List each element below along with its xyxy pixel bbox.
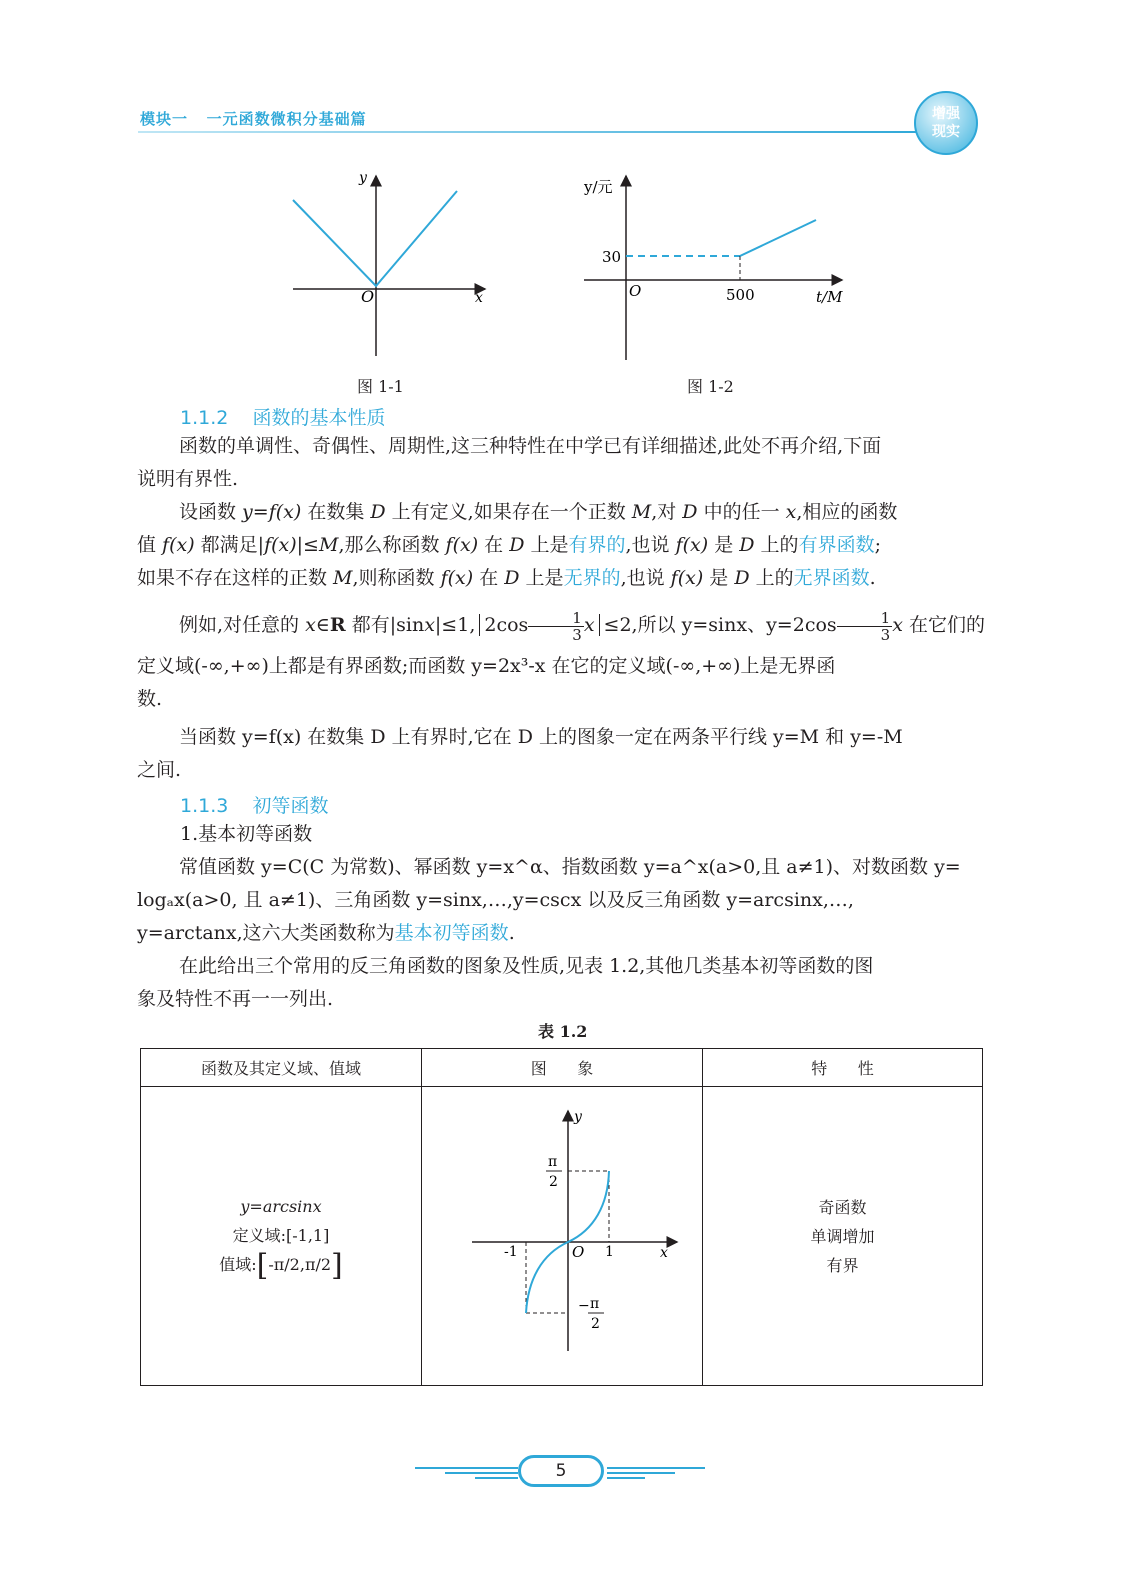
t: . [869, 567, 876, 589]
t: 都满足| [194, 534, 265, 556]
paragraph-6 [137, 950, 992, 1016]
paragraph-4 [137, 721, 992, 787]
paragraph-1 [137, 430, 992, 496]
property-increasing: 单调增加 [810, 1226, 875, 1246]
t: D [504, 567, 520, 589]
term-unbounded: 无界的 [563, 567, 621, 589]
t: x [892, 614, 903, 636]
header-rule [138, 131, 928, 133]
property-odd: 奇函数 [818, 1197, 867, 1217]
figure-1-1 [285, 170, 500, 360]
t: 上的 [749, 567, 794, 589]
figure-1-1-caption: 图 1-1 [357, 377, 404, 396]
y-tick-30: 30 [602, 248, 622, 266]
p3-line3: 数. [137, 688, 163, 710]
t: 例如,对任意的 [179, 614, 306, 636]
t: 3 [572, 625, 582, 644]
t: ,那么称函数 [338, 534, 446, 556]
t: 如果不存在这样的正数 [137, 567, 334, 589]
p6-line1: 在此给出三个常用的反三角函数的图象及性质,见表 1.2,其他几类基本初等函数的图 [179, 955, 874, 977]
two-label-top: 2 [549, 1174, 558, 1190]
section-title: 函数的基本性质 [252, 407, 386, 429]
t: 在 [478, 534, 510, 556]
section-title: 初等函数 [252, 795, 329, 817]
t: f(x) [445, 534, 479, 556]
range-low: -π/2 [268, 1255, 300, 1274]
t: x [424, 614, 435, 636]
t: 上的 [754, 534, 799, 556]
t: y=sinx、y=2cos [681, 614, 837, 636]
t: 在它们的 [902, 614, 985, 636]
t: 值域: [219, 1255, 257, 1274]
t: 是 [703, 567, 735, 589]
t: M [333, 567, 353, 589]
t: R [329, 614, 346, 636]
p1-line2: 说明有界性. [137, 468, 239, 490]
header-title: 模块一 一元函数微积分基础篇 [140, 110, 367, 128]
t: 3 [880, 625, 891, 644]
arcsin-graph [432, 1089, 692, 1379]
term-bounded-function: 有界函数 [798, 534, 875, 556]
function-domain: 定义域:[-1,1] [232, 1226, 330, 1245]
t: |≤ [296, 534, 319, 556]
p4-line1: 当函数 y=f(x) 在数集 D 上有界时,它在 D 上的图象一定在两条平行线 y=M 和 y=-M [179, 726, 903, 748]
table-1-2 [140, 1048, 983, 1386]
tick-neg1: -1 [504, 1244, 518, 1260]
header-cell: 图 象 [422, 1049, 703, 1087]
rising-segment [740, 220, 816, 256]
section-number: 1.1.2 [180, 407, 229, 429]
t: x∈ [305, 614, 330, 636]
badge-text-1: 增强 [932, 106, 960, 122]
section-number: 1.1.3 [180, 795, 229, 817]
origin-label: O [361, 287, 375, 306]
paragraph-3 [137, 600, 992, 716]
t: 是 [708, 534, 740, 556]
t: 在数集 [301, 501, 371, 523]
p2-line3 [137, 562, 992, 595]
paragraph-5 [137, 851, 992, 950]
header-cell: 函数及其定义域、值域 [141, 1049, 422, 1087]
table-row [141, 1087, 983, 1386]
t: x [785, 501, 797, 523]
paragraph-2 [137, 496, 992, 595]
t: y=arctanx,这六大类函数称为 [137, 922, 395, 944]
p6-line2: 象及特性不再一一列出. [137, 988, 334, 1010]
pi-label-bottom: π [590, 1296, 600, 1312]
t: M [631, 501, 652, 523]
t: D [682, 501, 698, 523]
t: . [508, 922, 515, 944]
y-label: y [574, 1109, 582, 1125]
t: |≤1, [434, 614, 476, 636]
graph-cell [422, 1087, 703, 1386]
t: 在 [473, 567, 505, 589]
t: ≤2,所以 [603, 614, 682, 636]
fraction-1-3 [528, 610, 584, 643]
t: f(x) [440, 567, 474, 589]
t: 上是 [524, 534, 569, 556]
abs-curve [293, 191, 457, 286]
page-number: 5 [518, 1455, 604, 1487]
table-caption: 表 1.2 [538, 1022, 588, 1041]
badge-text-2: 现实 [932, 124, 960, 140]
t: 上有定义,如果存在一个正数 [385, 501, 632, 523]
t: D [370, 501, 386, 523]
tick-1: 1 [605, 1244, 614, 1260]
x-tick-500: 500 [726, 286, 755, 304]
p3-line1 [137, 600, 992, 650]
p2-line2 [137, 529, 992, 562]
two-label-bottom: 2 [591, 1316, 600, 1332]
range-high: π/2 [304, 1255, 332, 1274]
t: f(x) [675, 534, 709, 556]
t: f(x) [264, 534, 297, 556]
properties-cell [703, 1087, 983, 1386]
neg-sign: − [578, 1298, 590, 1314]
abs-expression [479, 608, 599, 644]
table-header-row [141, 1049, 983, 1087]
p3-line2: 定义域(-∞,+∞)上都是有界函数;而函数 y=2x³-x 在它的定义域(-∞,+∞)上是无界函 [137, 655, 836, 677]
t: 1 [528, 610, 584, 627]
t: ; [874, 534, 881, 556]
t: 1 [837, 610, 893, 627]
x-label: x [475, 290, 483, 306]
p5-line1: 常值函数 y=C(C 为常数)、幂函数 y=x^α、指数函数 y=a^x(a>0,且 a≠1)、对数函数 y= [179, 856, 961, 878]
term-unbounded-function: 无界函数 [793, 567, 870, 589]
term-bounded: 有界的 [568, 534, 626, 556]
p2-line1 [137, 496, 992, 529]
p5-line3 [137, 917, 992, 950]
term-basic-elementary: 基本初等函数 [394, 922, 509, 944]
t: ,相应的函数 [796, 501, 898, 523]
origin-label: O [629, 282, 642, 300]
x-label: x [660, 1245, 668, 1261]
t: 中的任一 [697, 501, 786, 523]
t: 设函数 [179, 501, 243, 523]
p5-line2: logₐx(a>0, 且 a≠1)、三角函数 y=sinx,…,y=cscx 以及反三角函数 y=arcsinx,…, [137, 889, 854, 911]
x-label: t/M [816, 288, 843, 306]
t: 值 [137, 534, 163, 556]
section-heading-1-1-2 [180, 403, 386, 430]
origin-label: O [572, 1243, 585, 1261]
t: ,对 [651, 501, 683, 523]
figure-1-2-caption: 图 1-2 [687, 377, 734, 396]
y-label: y/元 [584, 178, 613, 196]
fraction-1-3 [837, 610, 893, 643]
t: ,则称函数 [352, 567, 441, 589]
t: 都有|sin [345, 614, 425, 636]
p4-line2: 之间. [137, 759, 182, 781]
section-heading-1-1-3 [180, 791, 329, 818]
p1-line1: 函数的单调性、奇偶性、周期性,这三种特性在中学已有详细描述,此处不再介绍,下面 [179, 435, 882, 457]
t: D [509, 534, 525, 556]
t: ,也说 [625, 534, 676, 556]
ar-badge-icon [913, 90, 979, 156]
t: f(x) [670, 567, 704, 589]
pi-label-top: π [548, 1154, 558, 1170]
t: 2cos [484, 614, 529, 636]
y-label: y [359, 170, 367, 186]
t: D [734, 567, 750, 589]
function-cell [141, 1087, 422, 1386]
header-cell: 特 性 [703, 1049, 983, 1087]
t: ,也说 [620, 567, 671, 589]
subheading-basic-elementary: 1.基本初等函数 [180, 823, 313, 845]
t: 上是 [519, 567, 564, 589]
t: x [583, 614, 595, 636]
property-bounded: 有界 [826, 1255, 859, 1275]
function-range: 值域:[-π/2,π/2] [219, 1248, 343, 1283]
t: f(x) [162, 534, 195, 556]
figure-1-2 [580, 170, 850, 365]
t: y=f(x) [242, 501, 302, 523]
t: M [318, 534, 339, 556]
function-name: y=arcsinx [240, 1197, 322, 1216]
t: D [739, 534, 755, 556]
